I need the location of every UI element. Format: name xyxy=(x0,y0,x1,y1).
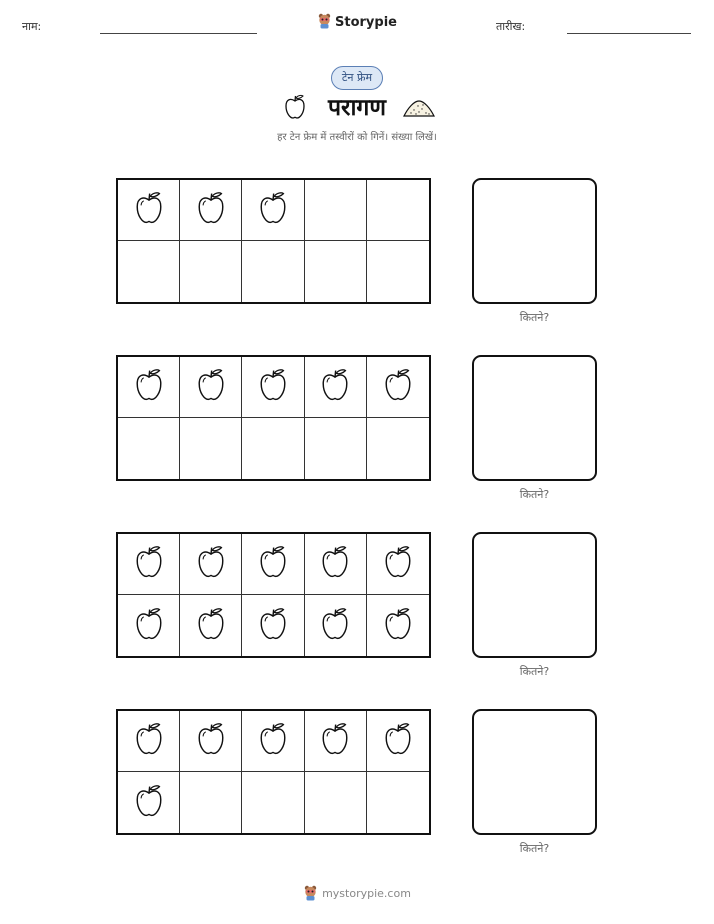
apple-icon xyxy=(257,722,289,760)
frame-cell xyxy=(180,357,242,418)
answer-box-1[interactable] xyxy=(472,178,597,304)
ten-frame-4 xyxy=(116,709,431,835)
apple-icon xyxy=(382,368,414,406)
apple-icon xyxy=(195,722,227,760)
frame-cell xyxy=(180,711,242,772)
frame-cell xyxy=(118,595,180,656)
answer-label-3: कितने? xyxy=(519,665,550,678)
frame-cell xyxy=(118,241,180,302)
frame-cell xyxy=(367,357,429,418)
answer-label-1: कितने? xyxy=(519,311,550,324)
name-label: नाम: xyxy=(22,20,42,33)
frame-cell xyxy=(180,241,242,302)
apple-icon xyxy=(133,784,165,822)
ten-frame-1 xyxy=(116,178,431,304)
apple-icon xyxy=(195,191,227,229)
frame-cell xyxy=(118,534,180,595)
apple-icon xyxy=(382,722,414,760)
frame-cell xyxy=(305,241,367,302)
instructions: हर टेन फ्रेम में तस्वीरों को गिनें। संख्या लिखें। xyxy=(277,132,437,143)
frame-cell xyxy=(305,357,367,418)
date-label: तारीख: xyxy=(496,20,526,33)
apple-icon xyxy=(195,545,227,583)
apple-icon xyxy=(133,607,165,645)
frame-cell xyxy=(305,711,367,772)
apple-icon xyxy=(133,191,165,229)
frame-cell xyxy=(180,595,242,656)
frame-cell xyxy=(118,418,180,479)
apple-icon xyxy=(257,545,289,583)
apple-icon xyxy=(133,368,165,406)
apple-icon xyxy=(382,545,414,583)
frame-cell xyxy=(118,711,180,772)
frame-cell xyxy=(367,711,429,772)
apple-icon xyxy=(319,368,351,406)
frame-cell xyxy=(305,595,367,656)
apple-icon xyxy=(133,722,165,760)
frame-cell xyxy=(367,534,429,595)
frame-cell xyxy=(367,180,429,241)
apple-icon xyxy=(257,607,289,645)
frame-cell xyxy=(305,418,367,479)
frame-cell xyxy=(305,534,367,595)
frame-cell xyxy=(305,772,367,833)
brand-name: Storypie xyxy=(335,15,397,30)
frame-cell xyxy=(367,418,429,479)
apple-icon xyxy=(195,607,227,645)
answer-box-3[interactable] xyxy=(472,532,597,658)
frame-cell xyxy=(242,241,304,302)
frame-cell xyxy=(118,180,180,241)
name-write-line[interactable] xyxy=(100,33,257,34)
frame-cell xyxy=(242,595,304,656)
frame-cell xyxy=(180,772,242,833)
storypie-mascot-icon xyxy=(303,885,318,904)
storypie-mascot-icon xyxy=(317,13,332,33)
frame-cell xyxy=(180,180,242,241)
apple-icon xyxy=(133,545,165,583)
footer xyxy=(0,885,714,904)
answer-box-2[interactable] xyxy=(472,355,597,481)
apple-icon xyxy=(382,607,414,645)
ten-frame-3 xyxy=(116,532,431,658)
date-write-line[interactable] xyxy=(567,33,691,34)
frame-cell xyxy=(180,534,242,595)
frame-cell xyxy=(242,711,304,772)
frame-cell xyxy=(118,772,180,833)
apple-icon xyxy=(257,191,289,229)
title-row xyxy=(0,90,714,124)
apple-icon xyxy=(319,545,351,583)
frame-cell xyxy=(242,180,304,241)
frame-cell xyxy=(367,241,429,302)
brand-logo xyxy=(0,13,714,33)
frame-cell xyxy=(242,534,304,595)
frame-cell xyxy=(305,180,367,241)
apple-icon xyxy=(257,368,289,406)
frame-cell xyxy=(242,772,304,833)
answer-box-4[interactable] xyxy=(472,709,597,835)
frame-cell xyxy=(367,595,429,656)
footer-url: mystorypie.com xyxy=(322,887,411,900)
apple-icon xyxy=(319,722,351,760)
frame-cell xyxy=(242,357,304,418)
answer-label-2: कितने? xyxy=(519,488,550,501)
answer-label-4: कितने? xyxy=(519,842,550,855)
frame-cell xyxy=(367,772,429,833)
apple-icon xyxy=(195,368,227,406)
topic-badge: टेन फ्रेम xyxy=(331,66,383,90)
frame-cell xyxy=(180,418,242,479)
pollen-pile-icon xyxy=(402,98,436,122)
page-title: परागण xyxy=(327,94,386,121)
apple-icon xyxy=(319,607,351,645)
frame-cell xyxy=(118,357,180,418)
frame-cell xyxy=(242,418,304,479)
ten-frame-2 xyxy=(116,355,431,481)
